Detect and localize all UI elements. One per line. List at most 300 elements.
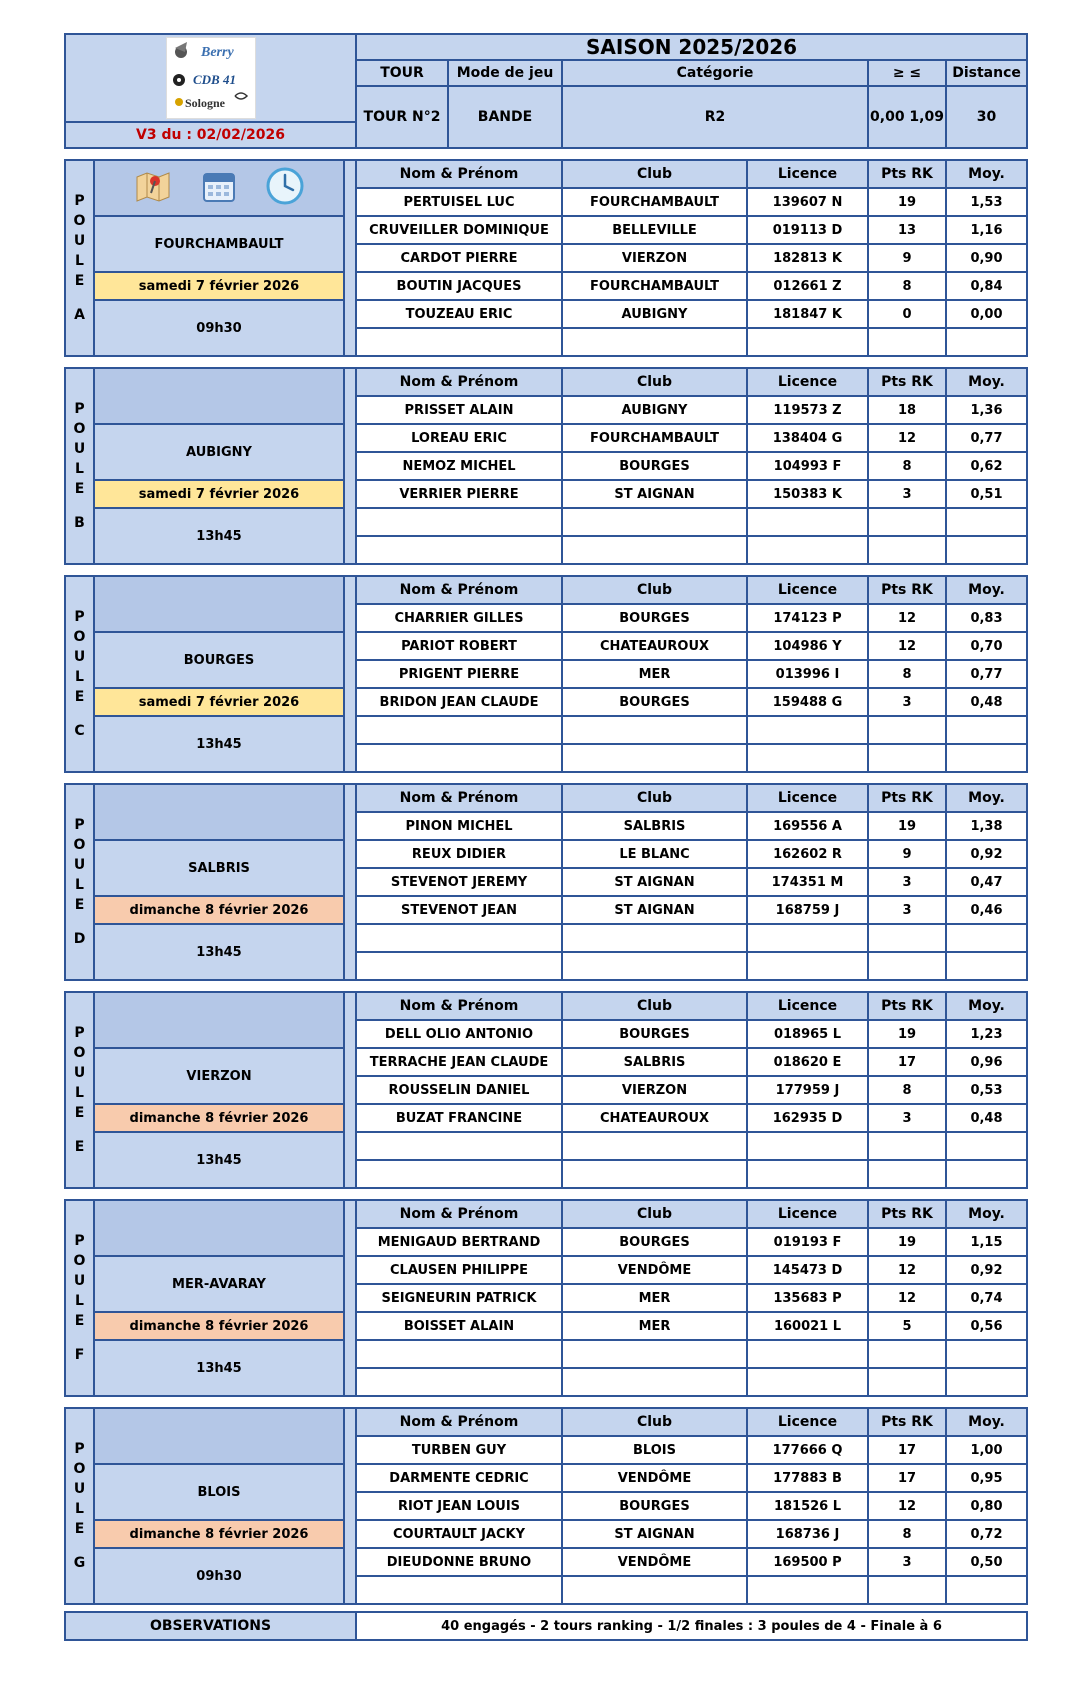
player-lic: 104986 Y [747,632,868,660]
svg-text:Sologne: Sologne [184,96,225,110]
col-header-moy: Moy. [946,784,1027,812]
player-pts: 19 [868,1020,946,1048]
col-header-moy: Moy. [946,368,1027,396]
player-pts: 17 [868,1464,946,1492]
player-moy: 0,53 [946,1076,1027,1104]
empty-cell [747,716,868,744]
player-club: ST AIGNAN [562,896,747,924]
poule-time: 09h30 [94,300,344,356]
calendar-icon [201,168,237,208]
empty-cell [868,1340,946,1368]
empty-cell [562,952,747,980]
empty-cell [868,1368,946,1396]
col-header-moy: Moy. [946,1408,1027,1436]
poule-venue: VIERZON [94,1048,344,1104]
player-lic: 181847 K [747,300,868,328]
player-name: BRIDON JEAN CLAUDE [356,688,562,716]
empty-cell [562,508,747,536]
empty-cell [747,1160,868,1188]
col-header-club: Club [562,368,747,396]
poule-time: 13h45 [94,716,344,772]
player-name: STEVENOT JEREMY [356,868,562,896]
poule-time: 13h45 [94,1340,344,1396]
poule-gap [344,576,356,772]
empty-cell [356,1576,562,1604]
col-header-lic: Licence [747,368,868,396]
empty-cell [562,924,747,952]
player-name: NEMOZ MICHEL [356,452,562,480]
player-lic: 013996 I [747,660,868,688]
player-pts: 19 [868,188,946,216]
empty-cell [946,508,1027,536]
col-header-lic: Licence [747,1408,868,1436]
empty-cell [747,952,868,980]
poule-word-char: O [73,213,86,229]
poule-letter-column [65,576,94,772]
val-cat: R2 [562,86,868,148]
empty-cell [868,1160,946,1188]
player-moy: 1,36 [946,396,1027,424]
player-moy: 0,46 [946,896,1027,924]
player-club: FOURCHAMBAULT [562,424,747,452]
player-name: STEVENOT JEAN [356,896,562,924]
player-moy: 0,51 [946,480,1027,508]
player-lic: 160021 L [747,1312,868,1340]
player-pts: 8 [868,1520,946,1548]
poule-gap [344,368,356,564]
col-range: ≥ ≤ [868,60,946,86]
poule-table-e [64,991,1028,1189]
player-name: PRISSET ALAIN [356,396,562,424]
player-lic: 138404 G [747,424,868,452]
player-moy: 1,53 [946,188,1027,216]
player-lic: 177959 J [747,1076,868,1104]
poule-top-cell [94,1408,344,1464]
player-pts: 9 [868,244,946,272]
player-name: PARIOT ROBERT [356,632,562,660]
empty-cell [868,1576,946,1604]
col-header-name: Nom & Prénom [356,784,562,812]
player-lic: 019193 F [747,1228,868,1256]
player-name: BOUTIN JACQUES [356,272,562,300]
col-header-pts: Pts RK [868,1200,946,1228]
empty-cell [562,1368,747,1396]
col-tour: TOUR [356,60,448,86]
poule-word-char: P [74,817,85,833]
poule-letter: D [73,931,86,947]
player-name: VERRIER PIERRE [356,480,562,508]
col-header-club: Club [562,576,747,604]
player-moy: 0,77 [946,660,1027,688]
player-moy: 0,95 [946,1464,1027,1492]
poule-table-f [64,1199,1028,1397]
poule-date: samedi 7 février 2026 [94,480,344,508]
col-cat: Catégorie [562,60,868,86]
player-lic: 119573 Z [747,396,868,424]
player-name: REUX DIDIER [356,840,562,868]
svg-text:Berry: Berry [200,45,234,60]
player-club: VENDÔME [562,1464,747,1492]
player-club: FOURCHAMBAULT [562,188,747,216]
player-club: MER [562,1312,747,1340]
empty-cell [356,508,562,536]
col-header-pts: Pts RK [868,992,946,1020]
player-pts: 12 [868,424,946,452]
player-name: BOISSET ALAIN [356,1312,562,1340]
col-header-pts: Pts RK [868,784,946,812]
player-lic: 182813 K [747,244,868,272]
col-header-club: Club [562,992,747,1020]
player-lic: 174351 M [747,868,868,896]
player-club: BLOIS [562,1436,747,1464]
empty-cell [747,328,868,356]
player-moy: 0,92 [946,1256,1027,1284]
player-lic: 135683 P [747,1284,868,1312]
player-club: VIERZON [562,1076,747,1104]
player-pts: 5 [868,1312,946,1340]
empty-cell [868,952,946,980]
poule-word-char: O [73,837,86,853]
logo-cell [65,34,356,122]
poule-word-char: L [75,1085,84,1101]
map-pin-icon [133,169,173,207]
player-moy: 0,96 [946,1048,1027,1076]
player-lic: 174123 P [747,604,868,632]
player-name: MENIGAUD BERTRAND [356,1228,562,1256]
empty-cell [562,1132,747,1160]
poule-word-char: U [73,1065,86,1081]
poule-word-char: O [73,1045,86,1061]
poule-table-d [64,783,1028,981]
player-moy: 1,00 [946,1436,1027,1464]
poule-time: 13h45 [94,508,344,564]
poule-word-char: E [74,897,85,913]
poule-table-g [64,1407,1028,1605]
player-club: CHATEAUROUX [562,632,747,660]
player-moy: 0,50 [946,1548,1027,1576]
empty-cell [946,1368,1027,1396]
empty-cell [356,924,562,952]
col-header-moy: Moy. [946,1200,1027,1228]
poule-venue: AUBIGNY [94,424,344,480]
player-club: BOURGES [562,1228,747,1256]
poule-word-char: L [75,1501,84,1517]
player-pts: 12 [868,632,946,660]
empty-cell [356,1160,562,1188]
header-table [64,33,1028,149]
observations-text: 40 engagés - 2 tours ranking - 1/2 finales : 3 poules de 4 - Finale à 6 [356,1612,1027,1640]
poule-table-a [64,159,1028,357]
player-club: BELLEVILLE [562,216,747,244]
player-club: SALBRIS [562,812,747,840]
player-lic: 150383 K [747,480,868,508]
player-pts: 19 [868,812,946,840]
poule-word-char: P [74,401,85,417]
player-moy: 0,84 [946,272,1027,300]
empty-cell [356,536,562,564]
player-moy: 0,74 [946,1284,1027,1312]
player-lic: 019113 D [747,216,868,244]
player-name: BUZAT FRANCINE [356,1104,562,1132]
empty-cell [747,1132,868,1160]
col-header-club: Club [562,160,747,188]
col-header-pts: Pts RK [868,1408,946,1436]
empty-cell [356,1368,562,1396]
col-header-name: Nom & Prénom [356,1408,562,1436]
empty-cell [946,328,1027,356]
player-lic: 162935 D [747,1104,868,1132]
poule-word-char: E [74,273,85,289]
player-moy: 1,15 [946,1228,1027,1256]
player-pts: 9 [868,840,946,868]
col-header-pts: Pts RK [868,368,946,396]
player-club: MER [562,660,747,688]
poules-container [64,159,1026,1605]
empty-cell [356,716,562,744]
poule-time: 13h45 [94,1132,344,1188]
player-name: DIEUDONNE BRUNO [356,1548,562,1576]
player-club: BOURGES [562,1492,747,1520]
empty-cell [356,1132,562,1160]
poule-venue: MER-AVARAY [94,1256,344,1312]
poule-word-char: P [74,609,85,625]
player-club: ST AIGNAN [562,868,747,896]
poule-word-char: E [74,1105,85,1121]
cdb-logo [166,37,256,119]
player-name: CRUVEILLER DOMINIQUE [356,216,562,244]
player-pts: 3 [868,480,946,508]
player-pts: 12 [868,1284,946,1312]
poule-time: 09h30 [94,1548,344,1604]
poule-top-cell [94,160,344,216]
player-club: MER [562,1284,747,1312]
player-name: PRIGENT PIERRE [356,660,562,688]
version-label: V3 du : 02/02/2026 [65,122,356,148]
poule-word-char: L [75,669,84,685]
poule-letter-column [65,784,94,980]
player-pts: 8 [868,272,946,300]
poule-date: dimanche 8 février 2026 [94,1520,344,1548]
poule-word-char: P [74,1441,85,1457]
poule-word-char: P [74,1233,85,1249]
empty-cell [946,536,1027,564]
poule-date: dimanche 8 février 2026 [94,1104,344,1132]
player-pts: 3 [868,1548,946,1576]
player-name: RIOT JEAN LOUIS [356,1492,562,1520]
col-mode: Mode de jeu [448,60,562,86]
poule-letter: C [74,723,85,739]
empty-cell [562,1160,747,1188]
poule-word-char: E [74,1313,85,1329]
empty-cell [747,744,868,772]
poule-word-char: O [73,629,86,645]
player-lic: 169500 P [747,1548,868,1576]
poule-top-cell [94,1200,344,1256]
player-moy: 0,48 [946,1104,1027,1132]
poule-word-char: U [73,233,86,249]
poule-word-char: L [75,877,84,893]
empty-cell [868,716,946,744]
player-moy: 1,23 [946,1020,1027,1048]
poule-gap [344,992,356,1188]
poule-top-cell [94,368,344,424]
empty-cell [946,716,1027,744]
col-header-club: Club [562,1200,747,1228]
poule-gap [344,160,356,356]
player-name: COURTAULT JACKY [356,1520,562,1548]
player-name: ROUSSELIN DANIEL [356,1076,562,1104]
empty-cell [562,744,747,772]
col-header-name: Nom & Prénom [356,1200,562,1228]
empty-cell [868,924,946,952]
player-name: TERRACHE JEAN CLAUDE [356,1048,562,1076]
poule-word-char: U [73,857,86,873]
empty-cell [356,328,562,356]
poule-top-cell [94,992,344,1048]
poule-letter-column [65,368,94,564]
player-lic: 181526 L [747,1492,868,1520]
poule-date: dimanche 8 février 2026 [94,896,344,924]
poule-word-char: P [74,1025,85,1041]
player-club: ST AIGNAN [562,480,747,508]
val-tour: TOUR N°2 [356,86,448,148]
empty-cell [747,924,868,952]
empty-cell [356,952,562,980]
player-club: VENDÔME [562,1256,747,1284]
player-name: PERTUISEL LUC [356,188,562,216]
col-header-lic: Licence [747,576,868,604]
empty-cell [356,744,562,772]
player-club: ST AIGNAN [562,1520,747,1548]
empty-cell [356,1340,562,1368]
player-lic: 159488 G [747,688,868,716]
poule-word-char: U [73,441,86,457]
player-moy: 1,16 [946,216,1027,244]
player-lic: 168759 J [747,896,868,924]
player-club: BOURGES [562,1020,747,1048]
player-moy: 0,77 [946,424,1027,452]
poule-word-char: U [73,1481,86,1497]
col-header-moy: Moy. [946,576,1027,604]
poule-gap [344,784,356,980]
poule-venue: BLOIS [94,1464,344,1520]
player-club: VENDÔME [562,1548,747,1576]
empty-cell [868,536,946,564]
player-moy: 0,48 [946,688,1027,716]
poule-letter: B [74,515,85,531]
poule-gap [344,1200,356,1396]
empty-cell [868,744,946,772]
player-name: SEIGNEURIN PATRICK [356,1284,562,1312]
player-moy: 1,38 [946,812,1027,840]
poule-word-char: L [75,1293,84,1309]
observations-label: OBSERVATIONS [65,1612,356,1640]
empty-cell [946,1132,1027,1160]
empty-cell [562,1340,747,1368]
player-name: LOREAU ERIC [356,424,562,452]
col-distance: Distance [946,60,1027,86]
col-header-club: Club [562,784,747,812]
player-club: AUBIGNY [562,396,747,424]
poule-word-char: O [73,1253,86,1269]
player-name: CARDOT PIERRE [356,244,562,272]
poule-word-char: E [74,689,85,705]
empty-cell [747,1576,868,1604]
empty-cell [562,716,747,744]
svg-text:CDB 41: CDB 41 [192,72,236,87]
col-header-moy: Moy. [946,160,1027,188]
empty-cell [946,1576,1027,1604]
col-header-lic: Licence [747,992,868,1020]
player-club: BOURGES [562,452,747,480]
empty-cell [868,328,946,356]
player-pts: 0 [868,300,946,328]
season-title: SAISON 2025/2026 [356,34,1027,60]
player-name: DELL OLIO ANTONIO [356,1020,562,1048]
empty-cell [562,328,747,356]
col-header-lic: Licence [747,1200,868,1228]
poule-word-char: O [73,421,86,437]
observations-table [64,1611,1028,1641]
empty-cell [868,508,946,536]
col-header-name: Nom & Prénom [356,576,562,604]
player-pts: 8 [868,1076,946,1104]
player-pts: 3 [868,688,946,716]
player-moy: 0,90 [946,244,1027,272]
player-pts: 19 [868,1228,946,1256]
col-header-name: Nom & Prénom [356,160,562,188]
player-moy: 0,56 [946,1312,1027,1340]
poule-word-char: E [74,481,85,497]
player-moy: 0,70 [946,632,1027,660]
player-lic: 177666 Q [747,1436,868,1464]
poule-letter-column [65,992,94,1188]
empty-cell [747,536,868,564]
poule-table-b [64,367,1028,565]
player-moy: 0,47 [946,868,1027,896]
col-header-name: Nom & Prénom [356,992,562,1020]
player-pts: 8 [868,452,946,480]
poule-venue: SALBRIS [94,840,344,896]
empty-cell [562,536,747,564]
empty-cell [868,1132,946,1160]
player-lic: 018620 E [747,1048,868,1076]
player-pts: 18 [868,396,946,424]
poule-word-char: E [74,1521,85,1537]
player-lic: 168736 J [747,1520,868,1548]
player-moy: 0,83 [946,604,1027,632]
player-pts: 3 [868,896,946,924]
poule-word-char: P [74,193,85,209]
player-club: FOURCHAMBAULT [562,272,747,300]
player-club: VIERZON [562,244,747,272]
empty-cell [747,508,868,536]
player-name: TOUZEAU ERIC [356,300,562,328]
poule-date: samedi 7 février 2026 [94,272,344,300]
player-club: BOURGES [562,604,747,632]
empty-cell [946,952,1027,980]
poule-venue: FOURCHAMBAULT [94,216,344,272]
poule-table-c [64,575,1028,773]
col-header-moy: Moy. [946,992,1027,1020]
player-lic: 169556 A [747,812,868,840]
player-name: PINON MICHEL [356,812,562,840]
col-header-pts: Pts RK [868,576,946,604]
poule-time: 13h45 [94,924,344,980]
poule-letter: F [74,1347,85,1363]
col-header-club: Club [562,1408,747,1436]
col-header-name: Nom & Prénom [356,368,562,396]
